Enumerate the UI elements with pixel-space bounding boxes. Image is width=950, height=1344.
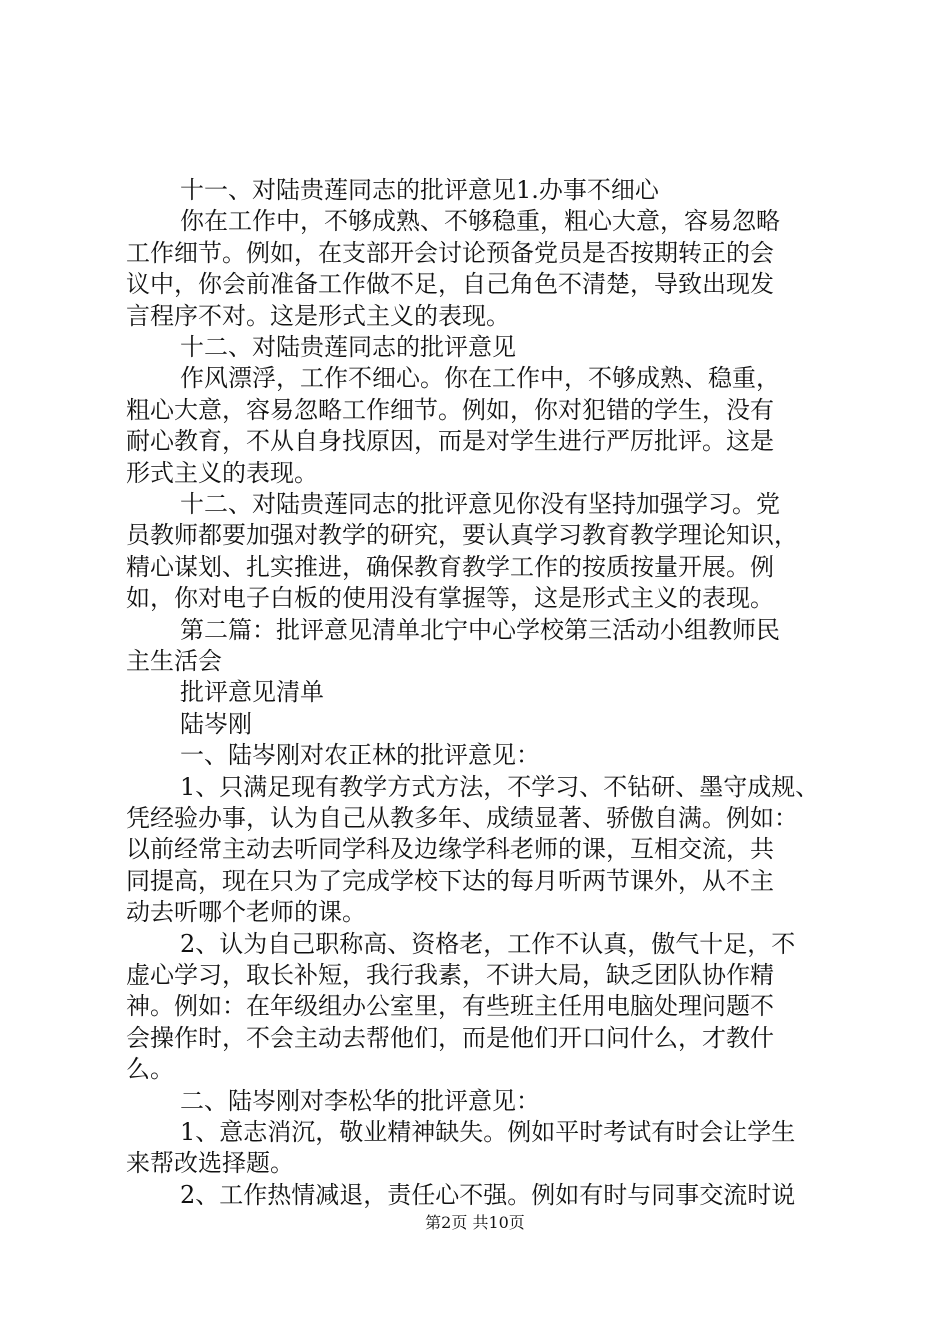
text-line: 二、陆岑刚对李松华的批评意见： — [180, 1087, 540, 1115]
page-number-footer: 第2页 共10页 — [425, 1213, 525, 1232]
text-line: 2、工作热情减退，责任心不强。例如有时与同事交流时说 — [180, 1181, 796, 1209]
text-line: 会操作时，不会主动去帮他们，而是他们开口问什么，才教什 — [126, 1024, 774, 1052]
text-line: 形式主义的表现。 — [126, 459, 318, 487]
text-line: 十二、对陆贵莲同志的批评意见你没有坚持加强学习。党 — [180, 490, 780, 518]
text-line: 陆岑刚 — [180, 710, 252, 738]
text-line: 同提高，现在只为了完成学校下达的每月听两节课外，从不主 — [126, 867, 774, 895]
text-line: 一、陆岑刚对农正林的批评意见： — [180, 741, 540, 769]
text-line: 凭经验办事，认为自己从教多年、成绩显著、骄傲自满。例如： — [126, 804, 798, 832]
text-line: 十一、对陆贵莲同志的批评意见1.办事不细心 — [180, 176, 659, 204]
text-line: 1、只满足现有教学方式方法，不学习、不钻研、墨守成规、 — [180, 773, 820, 801]
text-line: 虚心学习，取长补短，我行我素，不讲大局，缺乏团队协作精 — [126, 961, 774, 989]
text-line: 动去听哪个老师的课。 — [126, 898, 366, 926]
text-line: 你在工作中，不够成熟、不够稳重，粗心大意，容易忽略 — [180, 207, 780, 235]
text-line: 来帮改选择题。 — [126, 1149, 294, 1177]
text-line: 神。例如：在年级组办公室里，有些班主任用电脑处理问题不 — [126, 992, 774, 1020]
text-line: 主生活会 — [126, 647, 222, 675]
text-line: 粗心大意，容易忽略工作细节。例如，你对犯错的学生，没有 — [126, 396, 774, 424]
text-line: 作风漂浮，工作不细心。你在工作中，不够成熟、稳重， — [180, 364, 780, 392]
text-line: 议中，你会前准备工作做不足，自己角色不清楚，导致出现发 — [126, 270, 774, 298]
text-line: 精心谋划、扎实推进，确保教育教学工作的按质按量开展。例 — [126, 553, 774, 581]
text-line: 么。 — [126, 1055, 174, 1083]
text-line: 如，你对电子白板的使用没有掌握等，这是形式主义的表现。 — [126, 584, 774, 612]
text-line: 言程序不对。这是形式主义的表现。 — [126, 302, 510, 330]
text-line: 1、意志消沉，敬业精神缺失。例如平时考试有时会让学生 — [180, 1118, 796, 1146]
text-line: 以前经常主动去听同学科及边缘学科老师的课，互相交流，共 — [126, 835, 774, 863]
text-line: 2、认为自己职称高、资格老，工作不认真，傲气十足，不 — [180, 930, 796, 958]
text-line: 第二篇：批评意见清单北宁中心学校第三活动小组教师民 — [180, 616, 780, 644]
text-line: 员教师都要加强对教学的研究，要认真学习教育教学理论知识， — [126, 521, 798, 549]
text-line: 批评意见清单 — [180, 678, 324, 706]
text-line: 工作细节。例如，在支部开会讨论预备党员是否按期转正的会 — [126, 239, 774, 267]
text-line: 十二、对陆贵莲同志的批评意见 — [180, 333, 516, 361]
text-line: 耐心教育，不从自身找原因，而是对学生进行严厉批评。这是 — [126, 427, 774, 455]
